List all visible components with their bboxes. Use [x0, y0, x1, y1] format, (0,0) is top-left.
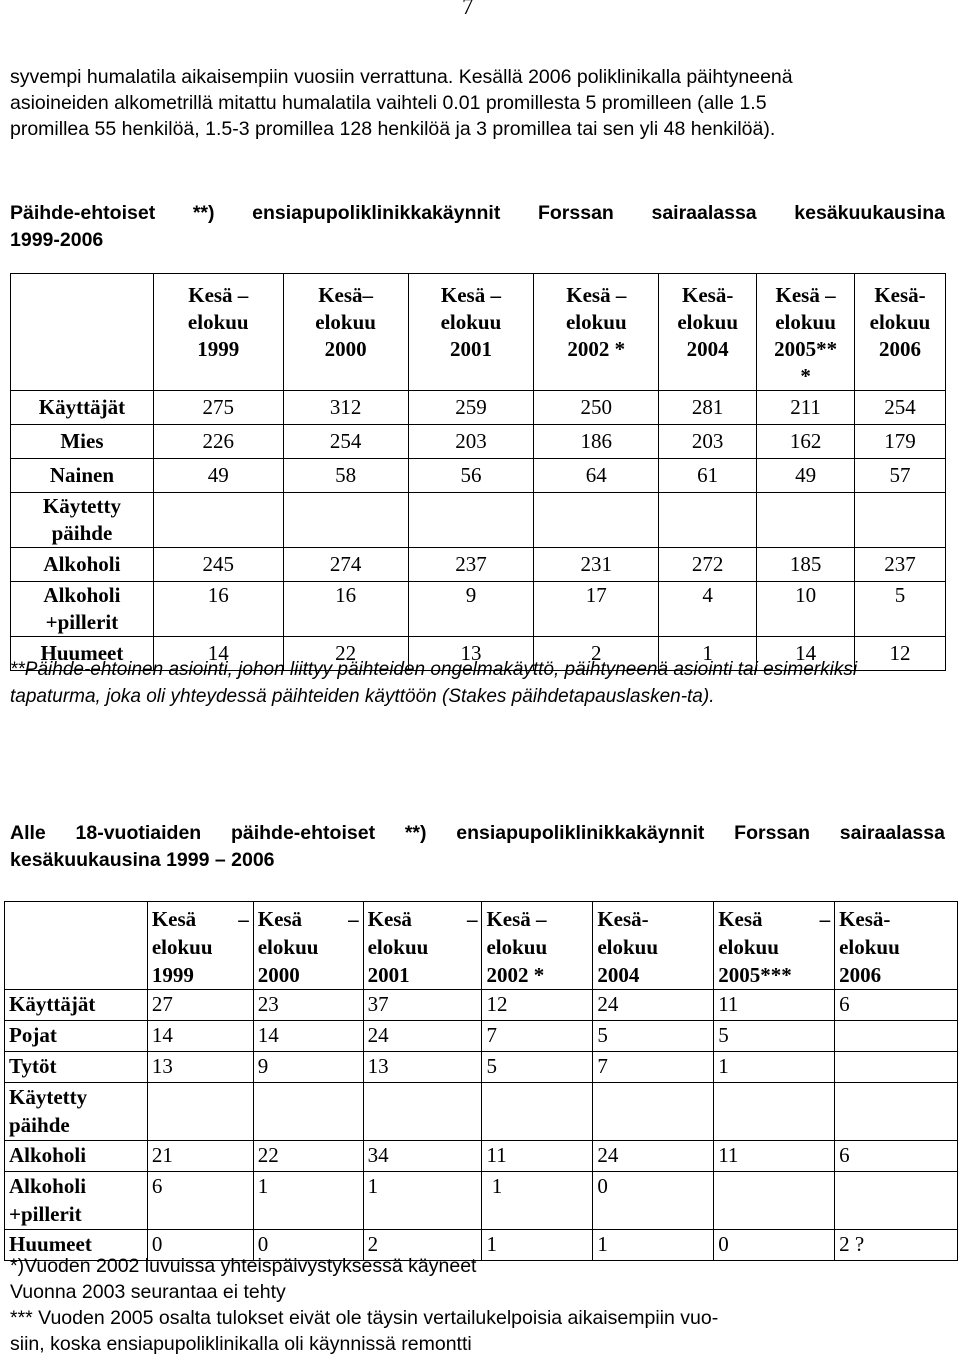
data-cell: 2: [363, 1230, 482, 1261]
header-line1: [839, 905, 953, 933]
header-word: Kesä: [151, 907, 197, 931]
data-cell: 1: [363, 1172, 482, 1230]
data-cell: 49: [757, 459, 855, 493]
data-cell: 14: [757, 637, 855, 671]
table2-footnote: *)Vuoden 2002 luvuissa yhteispäivystyksessä käyneet: [10, 1255, 477, 1277]
table-row: [11, 548, 946, 582]
header-rest: elokuu 2005***: [718, 935, 792, 987]
table-row: [11, 582, 946, 637]
header-dash: –: [819, 907, 831, 931]
data-cell: 9: [408, 582, 534, 637]
data-cell: 186: [534, 425, 659, 459]
intro-paragraph: [10, 64, 942, 142]
column-header: [482, 902, 593, 990]
data-cell: 1: [659, 637, 757, 671]
data-cell: 1: [482, 1230, 593, 1261]
data-cell: 5: [855, 582, 946, 637]
data-cell: 37: [363, 990, 482, 1021]
data-cell: 2: [534, 637, 659, 671]
title-word: päihde-ehtoiset: [230, 822, 376, 844]
table-row: [5, 1021, 958, 1052]
data-cell: 1: [593, 1230, 714, 1261]
data-cell: 11: [714, 990, 835, 1021]
intro-line: syvempi humalatila aikaisempiin vuosiin verrattuna. Kesällä 2006 poliklinikalla päihtyneenä: [10, 66, 793, 88]
data-cell: 0: [593, 1172, 714, 1230]
data-cell: [147, 1083, 253, 1141]
header-word: Kesä: [257, 907, 303, 931]
intro-line: promillea 55 henkilöä, 1.5-3 promillea 128 henkilöä ja 3 promillea tai sen yli 48 henkilöä).: [10, 118, 776, 140]
column-header: Kesä – elokuu 1999: [153, 274, 283, 391]
table-row: [5, 1052, 958, 1083]
data-cell: 245: [153, 548, 283, 582]
data-cell: [835, 1021, 958, 1052]
data-cell: [593, 1083, 714, 1141]
column-header: [253, 902, 363, 990]
data-cell: 254: [283, 425, 408, 459]
data-cell: [757, 493, 855, 548]
data-cell: 5: [482, 1052, 593, 1083]
table-row: [11, 459, 946, 493]
data-cell: [714, 1172, 835, 1230]
data-cell: 13: [363, 1052, 482, 1083]
data-cell: 24: [363, 1021, 482, 1052]
table-row: [11, 493, 946, 548]
data-cell: 21: [147, 1141, 253, 1172]
data-cell: 0: [714, 1230, 835, 1261]
table1-title-line2: 1999-2006: [10, 229, 104, 251]
title-word: Alle: [10, 822, 46, 844]
title-word: 18-vuotiaiden: [75, 822, 202, 844]
column-header: [714, 902, 835, 990]
table-row: [11, 391, 946, 425]
column-header: [835, 902, 958, 990]
data-cell: 1: [482, 1172, 593, 1230]
column-header: Kesä – elokuu 2005** *: [757, 274, 855, 391]
data-cell: 7: [593, 1052, 714, 1083]
header-rest: elokuu 1999: [151, 935, 213, 987]
table1-title-line1: [10, 200, 945, 227]
title-word: Forssan: [734, 822, 811, 844]
data-cell: 16: [283, 582, 408, 637]
title-word: ensiapupoliklinikkakäynnit: [456, 822, 705, 844]
table2-title-line1: [10, 820, 945, 847]
header-line1: [258, 905, 359, 933]
data-cell: [714, 1083, 835, 1141]
column-header: [363, 902, 482, 990]
table1-title: [10, 200, 945, 254]
column-header: [147, 902, 253, 990]
table-row: [5, 1083, 958, 1141]
column-header: Kesä- elokuu 2004: [659, 274, 757, 391]
data-cell: 231: [534, 548, 659, 582]
data-cell: 250: [534, 391, 659, 425]
data-cell: 14: [253, 1021, 363, 1052]
data-cell: 12: [855, 637, 946, 671]
row-label: Nainen: [11, 459, 154, 493]
column-header: [593, 902, 714, 990]
data-cell: 272: [659, 548, 757, 582]
title-word: ensiapupoliklinikkakäynnit: [252, 202, 501, 224]
data-cell: 64: [534, 459, 659, 493]
data-cell: 0: [147, 1230, 253, 1261]
header-dash: –: [348, 907, 359, 931]
data-cell: 226: [153, 425, 283, 459]
data-cell: 7: [482, 1021, 593, 1052]
data-cell: [482, 1083, 593, 1141]
data-cell: 259: [408, 391, 534, 425]
header-rest: elokuu 2004: [597, 935, 659, 987]
data-cell: 237: [408, 548, 534, 582]
data-cell: 203: [408, 425, 534, 459]
table2-title-line2: kesäkuukausina 1999 – 2006: [10, 849, 275, 871]
data-cell: [534, 493, 659, 548]
header-rest: elokuu 2000: [257, 935, 319, 987]
data-cell: [835, 1172, 958, 1230]
data-cell: 13: [408, 637, 534, 671]
table2-title: [10, 820, 945, 874]
data-cell: [835, 1052, 958, 1083]
intro-line: asioineiden alkometrillä mitattu humalatila vaihteli 0.01 promillesta 5 promilleen (alle 1.5: [10, 92, 767, 114]
data-cell: 12: [482, 990, 593, 1021]
table-row: [11, 425, 946, 459]
data-cell: 57: [855, 459, 946, 493]
data-cell: [363, 1083, 482, 1141]
data-cell: 24: [593, 990, 714, 1021]
data-cell: [253, 1083, 363, 1141]
table2-youth-visits: [4, 901, 958, 1261]
data-cell: 11: [482, 1141, 593, 1172]
data-cell: 22: [253, 1141, 363, 1172]
column-header: Kesä – elokuu 2001: [408, 274, 534, 391]
row-label: Alkoholi +pillerit: [11, 582, 154, 637]
header-corner-cell: [11, 274, 154, 391]
data-cell: [659, 493, 757, 548]
column-header: Kesä– elokuu 2000: [283, 274, 408, 391]
data-cell: 49: [153, 459, 283, 493]
data-cell: 27: [147, 990, 253, 1021]
header-line1: [152, 905, 249, 933]
table1-visits: [10, 273, 946, 671]
row-label: Käyttäjät: [5, 990, 148, 1021]
data-cell: 237: [855, 548, 946, 582]
data-cell: 2 ?: [835, 1230, 958, 1261]
data-cell: 13: [147, 1052, 253, 1083]
header-corner-cell: [5, 902, 148, 990]
data-cell: 274: [283, 548, 408, 582]
row-label: Pojat: [5, 1021, 148, 1052]
data-cell: 1: [253, 1172, 363, 1230]
data-cell: 17: [534, 582, 659, 637]
data-cell: 6: [835, 990, 958, 1021]
table2-footnote: *** Vuoden 2005 osalta tulokset eivät ole täysin vertailukelpoisia aikaisempiin vuo-: [10, 1307, 719, 1329]
table-row: [5, 1141, 958, 1172]
data-cell: 23: [253, 990, 363, 1021]
header-dash: –: [466, 907, 478, 931]
data-cell: 56: [408, 459, 534, 493]
title-word: Forssan: [537, 202, 614, 224]
title-word: kesäkuukausina: [794, 202, 945, 224]
header-rest: elokuu 2006: [839, 935, 900, 987]
table2-header-row: [5, 902, 958, 990]
header-line1: [597, 905, 709, 933]
header-word: Kesä-: [839, 907, 891, 931]
data-cell: 185: [757, 548, 855, 582]
row-label: Tytöt: [5, 1052, 148, 1083]
row-label: Alkoholi +pillerit: [5, 1172, 148, 1230]
data-cell: [408, 493, 534, 548]
table2-footnotes: [10, 1253, 945, 1357]
data-cell: 11: [714, 1141, 835, 1172]
data-cell: [855, 493, 946, 548]
data-cell: 5: [714, 1021, 835, 1052]
data-cell: 24: [593, 1141, 714, 1172]
table-row: [5, 990, 958, 1021]
table1-header-row: [11, 274, 946, 391]
data-cell: 14: [147, 1021, 253, 1052]
data-cell: 203: [659, 425, 757, 459]
table2-footnote: Vuonna 2003 seurantaa ei tehty: [10, 1281, 286, 1303]
data-cell: [153, 493, 283, 548]
data-cell: 5: [593, 1021, 714, 1052]
title-word: **): [192, 202, 215, 224]
page-number: 7: [462, 0, 474, 19]
header-dash: –: [238, 907, 249, 931]
data-cell: 6: [147, 1172, 253, 1230]
header-word: Kesä-: [597, 907, 649, 931]
header-word: Kesä: [367, 907, 412, 931]
data-cell: 254: [855, 391, 946, 425]
data-cell: 0: [253, 1230, 363, 1261]
data-cell: 179: [855, 425, 946, 459]
column-header: Kesä- elokuu 2006: [855, 274, 946, 391]
table1-footnote: **Päihde-ehtoinen asiointi, johon liittyy päihteiden ongelmakäyttö, päihtyneenä asiointi tai esimerkiksi tapaturma, joka oli yhteydessä päihteiden käyttöön (Stakes päihdetapauslasken-ta).: [10, 659, 858, 707]
data-cell: 275: [153, 391, 283, 425]
header-line1: [718, 905, 830, 933]
title-word: **): [404, 822, 427, 844]
row-label: Käyttäjät: [11, 391, 154, 425]
row-label: Huumeet: [5, 1230, 148, 1261]
header-word: Kesä: [718, 907, 763, 931]
data-cell: 14: [153, 637, 283, 671]
data-cell: 6: [835, 1141, 958, 1172]
row-label: Mies: [11, 425, 154, 459]
data-cell: 22: [283, 637, 408, 671]
title-word: sairaalassa: [839, 822, 945, 844]
data-cell: 58: [283, 459, 408, 493]
header-rest: elokuu 2001: [367, 935, 429, 987]
data-cell: 312: [283, 391, 408, 425]
row-label: Huumeet: [11, 637, 154, 671]
data-cell: 1: [714, 1052, 835, 1083]
data-cell: 162: [757, 425, 855, 459]
title-word: sairaalassa: [651, 202, 757, 224]
row-label: Käytetty päihde: [11, 493, 154, 548]
header-word: Kesä –: [486, 907, 547, 931]
table2-footnote: siin, koska ensiapupoliklinikalla oli käynnissä remontti: [10, 1333, 472, 1355]
data-cell: [283, 493, 408, 548]
header-line1: [368, 905, 478, 933]
data-cell: 61: [659, 459, 757, 493]
table-row: [5, 1172, 958, 1230]
row-label: Käytetty päihde: [5, 1083, 148, 1141]
row-label: Alkoholi: [11, 548, 154, 582]
data-cell: 211: [757, 391, 855, 425]
title-word: Päihde-ehtoiset: [10, 202, 156, 224]
data-cell: 16: [153, 582, 283, 637]
header-rest: elokuu 2002 *: [486, 935, 548, 987]
data-cell: 9: [253, 1052, 363, 1083]
data-cell: [835, 1083, 958, 1141]
header-line1: [486, 905, 588, 933]
row-label: Alkoholi: [5, 1141, 148, 1172]
data-cell: 281: [659, 391, 757, 425]
data-cell: 10: [757, 582, 855, 637]
column-header: Kesä – elokuu 2002 *: [534, 274, 659, 391]
data-cell: 4: [659, 582, 757, 637]
data-cell: 34: [363, 1141, 482, 1172]
